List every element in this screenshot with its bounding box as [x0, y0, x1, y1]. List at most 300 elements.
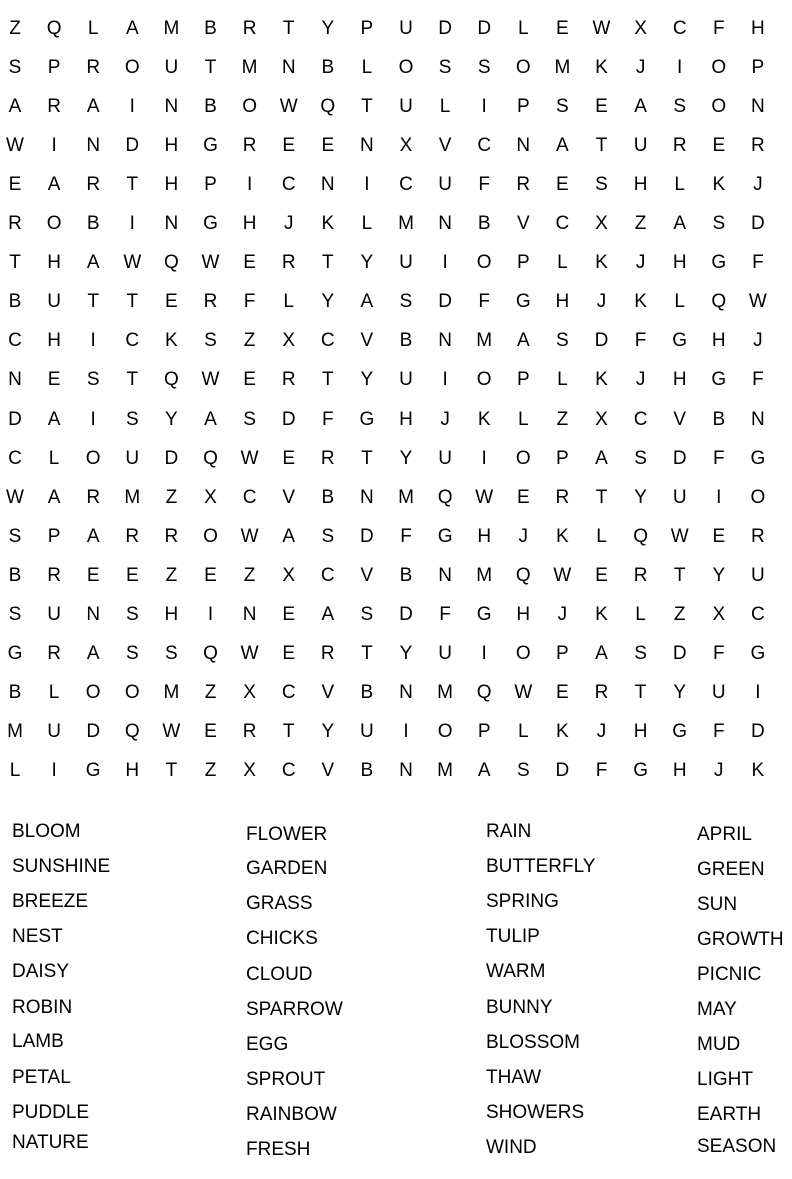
word-list-item: NATURE	[12, 1132, 89, 1153]
grid-letter: M	[476, 564, 493, 586]
grid-letter: N	[86, 134, 101, 156]
grid-letter: V	[282, 486, 296, 508]
grid-letter: L	[48, 682, 60, 704]
grid-letter: C	[555, 213, 570, 234]
grid-letter: B	[321, 56, 335, 78]
grid-letter: H	[477, 525, 492, 547]
grid-letter: N	[164, 213, 179, 234]
word-list-item: MUD	[697, 1034, 741, 1055]
grid-letter: R	[320, 643, 335, 665]
word-list-item: BUTTERFLY	[486, 856, 596, 877]
word-list-item: THAW	[486, 1067, 542, 1088]
grid-letter: D	[125, 134, 140, 156]
grid-letter: F	[712, 447, 725, 469]
grid-letter: J	[518, 525, 529, 547]
grid-letter: T	[282, 721, 295, 743]
grid-letter: G	[515, 291, 531, 313]
grid-letter: L	[518, 408, 529, 430]
grid-letter: G	[750, 643, 766, 665]
grid-letter: K	[165, 330, 178, 352]
grid-letter: R	[751, 134, 765, 156]
grid-letter: I	[90, 408, 96, 430]
grid-letter: Q	[203, 643, 218, 665]
grid-letter: E	[712, 134, 726, 156]
grid-letter: D	[594, 330, 609, 352]
grid-letter: O	[711, 95, 727, 117]
grid-letter: A	[47, 173, 61, 195]
grid-letter: H	[516, 604, 531, 625]
word-list-item: SPRING	[486, 891, 559, 912]
grid-letter: F	[712, 721, 725, 743]
grid-letter: J	[635, 56, 646, 78]
word-list-item: LIGHT	[697, 1069, 753, 1090]
grid-letter: Y	[321, 17, 335, 39]
word-list-item: SEASON	[697, 1136, 777, 1157]
grid-letter: J	[753, 330, 763, 352]
word-list-item: CHICKS	[246, 928, 318, 949]
grid-letter: Z	[243, 564, 256, 586]
grid-letter: T	[87, 291, 99, 313]
grid-letter: S	[595, 173, 608, 195]
grid-letter: P	[516, 369, 530, 391]
grid-letter: O	[124, 682, 140, 704]
grid-letter: G	[750, 447, 766, 469]
grid-letter: N	[360, 486, 374, 508]
word-list-item: PETAL	[12, 1067, 71, 1088]
grid-letter: V	[321, 760, 335, 782]
grid-letter: C	[8, 447, 22, 469]
grid-letter: W	[162, 721, 181, 743]
grid-letter: U	[47, 291, 61, 313]
grid-letter: U	[633, 134, 648, 156]
word-list-item: GROWTH	[697, 929, 784, 950]
grid-letter: T	[321, 252, 334, 274]
grid-letter: B	[360, 760, 374, 782]
grid-letter: A	[360, 291, 374, 313]
grid-letter: R	[281, 369, 296, 391]
grid-letter: L	[9, 760, 21, 782]
grid-letter: T	[595, 134, 608, 156]
grid-letter: Y	[360, 252, 374, 274]
grid-letter: N	[399, 682, 413, 704]
grid-letter: X	[282, 330, 296, 352]
grid-letter: A	[595, 447, 608, 469]
grid-letter: X	[243, 682, 256, 704]
grid-letter: Z	[204, 682, 217, 704]
grid-letter: F	[712, 17, 725, 39]
word-list-item: NEST	[12, 926, 63, 947]
grid-letter: G	[711, 252, 727, 274]
word-list-item: SUNSHINE	[12, 856, 111, 877]
grid-letter: F	[752, 252, 764, 274]
grid-letter: E	[556, 682, 569, 704]
grid-letter: W	[6, 486, 24, 508]
grid-letter: Y	[634, 486, 647, 508]
grid-letter: Y	[321, 721, 335, 743]
grid-letter: B	[8, 564, 22, 586]
grid-letter: J	[596, 291, 607, 313]
grid-letter: A	[86, 95, 100, 117]
grid-letter: A	[8, 95, 22, 117]
grid-letter: D	[751, 721, 765, 743]
grid-letter: M	[7, 721, 23, 743]
grid-letter: Y	[399, 643, 413, 665]
grid-letter: H	[672, 369, 687, 391]
grid-letter: D	[477, 17, 492, 39]
grid-letter: R	[242, 17, 257, 39]
grid-letter: I	[716, 486, 722, 508]
grid-letter: L	[674, 173, 685, 195]
grid-letter: S	[634, 447, 647, 469]
grid-row	[0, 556, 792, 595]
grid-letter: R	[320, 447, 335, 469]
grid-letter: P	[47, 525, 61, 547]
grid-letter: K	[595, 252, 608, 274]
grid-row	[0, 9, 792, 48]
grid-letter: U	[399, 17, 413, 39]
grid-letter: C	[281, 682, 296, 704]
grid-letter: K	[595, 56, 608, 78]
grid-letter: A	[556, 134, 569, 156]
grid-letter: S	[673, 95, 687, 117]
word-list-item: PUDDLE	[12, 1102, 90, 1123]
grid-letter: Z	[556, 408, 569, 430]
grid-letter: Q	[476, 682, 492, 704]
grid-letter: R	[47, 564, 61, 586]
grid-letter: T	[634, 682, 647, 704]
grid-letter: Y	[165, 408, 178, 430]
grid-letter: W	[201, 252, 220, 274]
grid-letter: O	[242, 95, 257, 117]
grid-letter: B	[8, 291, 22, 313]
grid-letter: N	[164, 95, 179, 117]
grid-letter: H	[633, 173, 648, 195]
grid-letter: T	[282, 17, 295, 39]
grid-letter: N	[751, 95, 765, 117]
grid-letter: N	[242, 604, 257, 625]
grid-letter: Q	[46, 17, 62, 39]
grid-letter: J	[635, 252, 646, 274]
grid-letter: E	[282, 643, 296, 665]
word-list-item: GREEN	[697, 859, 765, 880]
grid-letter: L	[439, 95, 451, 117]
grid-letter: S	[360, 604, 374, 625]
word-list-item: BREEZE	[12, 891, 89, 912]
grid-letter: C	[281, 760, 296, 782]
grid-letter: S	[86, 369, 100, 391]
grid-letter: N	[751, 408, 765, 430]
grid-letter: G	[7, 643, 23, 665]
grid-letter: A	[673, 213, 687, 234]
grid-letter: K	[634, 291, 647, 313]
grid-letter: B	[204, 95, 217, 117]
grid-letter: T	[361, 95, 373, 117]
grid-letter: E	[125, 564, 139, 586]
grid-letter: F	[478, 291, 490, 313]
grid-letter: U	[672, 486, 687, 508]
grid-letter: D	[555, 760, 570, 782]
grid-letter: C	[399, 173, 413, 195]
grid-letter: D	[281, 408, 296, 430]
grid-letter: L	[518, 721, 529, 743]
grid-letter: M	[124, 486, 141, 508]
grid-letter: S	[204, 330, 217, 352]
grid-letter: X	[712, 604, 726, 625]
grid-letter: B	[712, 408, 726, 430]
grid-letter: J	[596, 721, 607, 743]
grid-letter: J	[714, 760, 724, 782]
grid-letter: O	[515, 56, 531, 78]
grid-row	[0, 517, 792, 556]
grid-letter: N	[320, 173, 335, 195]
grid-letter: P	[556, 447, 569, 469]
grid-letter: Y	[712, 564, 726, 586]
grid-letter: E	[282, 447, 296, 469]
grid-row	[0, 243, 792, 282]
grid-letter: P	[516, 252, 530, 274]
grid-row	[0, 400, 792, 439]
grid-letter: S	[477, 56, 491, 78]
grid-letter: Q	[711, 291, 727, 313]
grid-letter: D	[751, 213, 765, 234]
grid-letter: M	[437, 682, 453, 704]
grid-letter: R	[594, 682, 609, 704]
grid-letter: U	[711, 682, 726, 704]
word-list-item: RAINBOW	[246, 1104, 337, 1125]
grid-letter: T	[126, 173, 139, 195]
grid-letter: T	[126, 369, 139, 391]
word-list-item: CLOUD	[246, 964, 313, 985]
grid-letter: H	[125, 760, 140, 782]
grid-letter: E	[243, 252, 256, 274]
grid-letter: L	[361, 56, 373, 78]
grid-letter: A	[86, 525, 100, 547]
grid-letter: D	[672, 447, 687, 469]
grid-letter: U	[164, 56, 179, 78]
grid-letter: A	[516, 330, 530, 352]
grid-letter: H	[399, 408, 413, 430]
grid-letter: I	[481, 447, 487, 469]
grid-row	[0, 126, 792, 165]
grid-letter: D	[672, 643, 687, 665]
grid-letter: K	[595, 369, 608, 391]
grid-letter: H	[242, 213, 257, 234]
grid-letter: S	[125, 408, 139, 430]
grid-letter: X	[595, 408, 608, 430]
grid-letter: G	[476, 604, 492, 625]
grid-letter: O	[711, 56, 727, 78]
grid-letter: Z	[165, 564, 178, 586]
grid-letter: Q	[633, 525, 648, 547]
grid-letter: E	[282, 604, 296, 625]
grid-letter: W	[6, 134, 24, 156]
grid-row	[0, 282, 792, 321]
grid-letter: R	[751, 525, 765, 547]
grid-letter: N	[8, 369, 22, 391]
grid-letter: X	[634, 17, 647, 39]
grid-letter: Z	[9, 17, 21, 39]
grid-letter: U	[438, 643, 452, 665]
grid-letter: V	[321, 682, 335, 704]
grid-letter: V	[360, 330, 374, 352]
grid-letter: Y	[360, 369, 374, 391]
grid-letter: S	[8, 56, 22, 78]
grid-letter: E	[556, 17, 569, 39]
grid-letter: S	[165, 643, 178, 665]
grid-letter: L	[48, 447, 60, 469]
grid-row	[0, 478, 792, 517]
grid-letter: Z	[673, 604, 686, 625]
grid-letter: W	[553, 564, 572, 586]
grid-letter: Z	[204, 760, 217, 782]
grid-letter: D	[8, 408, 22, 430]
grid-letter: O	[515, 643, 531, 665]
grid-letter: L	[87, 17, 99, 39]
grid-letter: S	[438, 56, 452, 78]
grid-letter: T	[204, 56, 217, 78]
grid-letter: T	[361, 447, 373, 469]
grid-letter: R	[672, 134, 687, 156]
grid-letter: B	[399, 564, 413, 586]
grid-letter: B	[477, 213, 491, 234]
grid-letter: S	[243, 408, 256, 430]
word-list-item: BUNNY	[486, 997, 553, 1018]
grid-letter: Y	[399, 447, 413, 469]
grid-letter: S	[125, 643, 139, 665]
grid-letter: L	[283, 291, 294, 313]
grid-letter: F	[712, 643, 725, 665]
word-list-item: EARTH	[697, 1104, 762, 1125]
grid-letter: R	[633, 564, 648, 586]
word-list-item: SPARROW	[246, 999, 343, 1020]
grid-letter: S	[399, 291, 413, 313]
grid-letter: W	[514, 682, 533, 704]
grid-letter: R	[203, 291, 218, 313]
grid-letter: I	[403, 721, 409, 743]
grid-letter: D	[360, 525, 374, 547]
grid-letter: B	[360, 682, 374, 704]
grid-letter: S	[125, 604, 139, 625]
grid-letter: U	[399, 369, 413, 391]
word-list-item: LAMB	[12, 1031, 64, 1052]
grid-letter: Q	[164, 369, 179, 391]
grid-letter: D	[438, 291, 452, 313]
grid-letter: X	[243, 760, 256, 782]
grid-letter: W	[240, 447, 259, 469]
grid-letter: G	[672, 330, 688, 352]
grid-letter: M	[163, 682, 180, 704]
grid-letter: Y	[321, 291, 335, 313]
grid-letter: E	[204, 721, 217, 743]
grid-row	[0, 165, 792, 204]
grid-letter: P	[360, 17, 374, 39]
word-list-item: DAISY	[12, 961, 70, 982]
grid-letter: R	[164, 525, 179, 547]
grid-letter: W	[670, 525, 689, 547]
grid-letter: O	[85, 447, 101, 469]
grid-letter: A	[86, 643, 100, 665]
grid-letter: N	[438, 330, 452, 352]
grid-letter: M	[437, 760, 453, 782]
grid-letter: E	[8, 173, 22, 195]
grid-letter: G	[203, 134, 218, 156]
grid-letter: W	[279, 95, 298, 117]
grid-letter: R	[86, 173, 101, 195]
grid-letter: J	[753, 173, 763, 195]
grid-letter: W	[201, 369, 220, 391]
grid-letter: I	[364, 173, 370, 195]
grid-letter: R	[516, 173, 531, 195]
grid-letter: X	[282, 564, 296, 586]
grid-letter: E	[595, 95, 608, 117]
grid-letter: B	[8, 682, 22, 704]
word-list-item: TULIP	[486, 926, 540, 947]
grid-letter: I	[51, 760, 57, 782]
grid-letter: L	[557, 252, 568, 274]
grid-letter: H	[47, 330, 61, 352]
word-list-item: EGG	[246, 1034, 289, 1055]
grid-letter: I	[51, 134, 57, 156]
grid-letter: E	[282, 134, 296, 156]
grid-letter: U	[438, 447, 452, 469]
grid-letter: A	[282, 525, 296, 547]
grid-letter: A	[321, 604, 335, 625]
grid-letter: O	[515, 447, 531, 469]
grid-letter: S	[634, 643, 647, 665]
grid-letter: I	[129, 95, 135, 117]
grid-letter: H	[555, 291, 570, 313]
grid-letter: S	[516, 760, 530, 782]
grid-letter: D	[164, 447, 179, 469]
grid-letter: J	[557, 604, 568, 625]
word-list-item: APRIL	[697, 824, 752, 845]
grid-letter: N	[399, 760, 413, 782]
word-list-item: RAIN	[486, 821, 532, 842]
grid-letter: B	[399, 330, 413, 352]
grid-row	[0, 87, 792, 126]
grid-letter: N	[360, 134, 374, 156]
grid-letter: F	[634, 330, 647, 352]
grid-letter: Q	[515, 564, 531, 586]
grid-letter: R	[47, 643, 61, 665]
grid-letter: K	[556, 525, 569, 547]
grid-letter: O	[750, 486, 766, 508]
word-list-item: BLOSSOM	[486, 1032, 580, 1053]
grid-letter: S	[556, 95, 569, 117]
grid-row	[0, 751, 792, 790]
grid-letter: S	[712, 213, 726, 234]
grid-letter: C	[320, 330, 335, 352]
grid-letter: M	[398, 213, 414, 234]
grid-letter: K	[556, 721, 569, 743]
grid-letter: U	[399, 95, 413, 117]
grid-letter: E	[204, 564, 217, 586]
grid-letter: H	[47, 252, 61, 274]
grid-row	[0, 439, 792, 478]
grid-letter: E	[556, 173, 569, 195]
grid-letter: C	[751, 604, 765, 625]
grid-letter: G	[203, 213, 218, 234]
grid-row	[0, 712, 792, 751]
grid-row	[0, 360, 792, 399]
grid-letter: E	[321, 134, 335, 156]
grid-letter: N	[86, 604, 101, 625]
grid-letter: F	[478, 173, 490, 195]
grid-letter: T	[165, 760, 178, 782]
grid-letter: T	[595, 486, 608, 508]
grid-letter: W	[748, 291, 767, 313]
grid-letter: H	[164, 134, 179, 156]
